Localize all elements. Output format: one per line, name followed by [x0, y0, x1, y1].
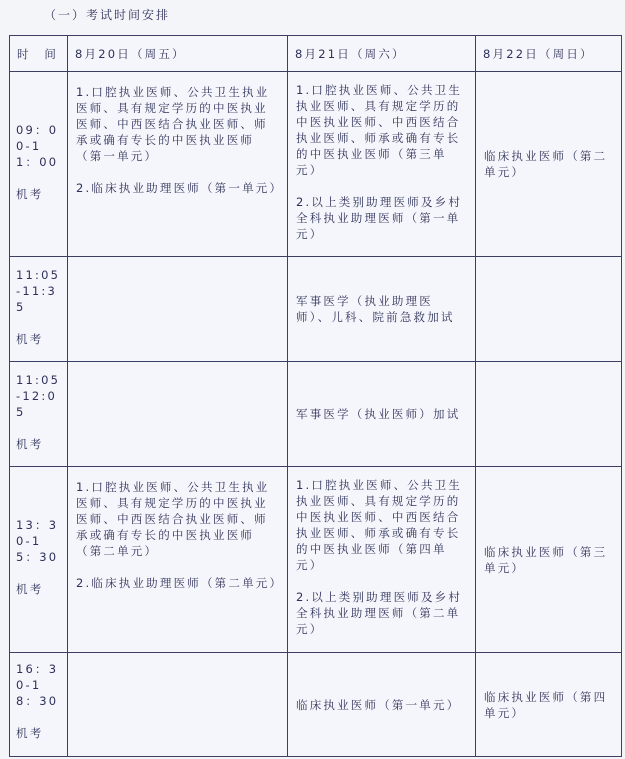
day3-cell	[476, 467, 622, 653]
exam-item: 临床执业医师（第四单元）	[484, 689, 608, 720]
day1-cell	[68, 257, 288, 362]
day3-cell	[476, 653, 622, 757]
exam-item: 1.口腔执业医师、公共卫生执业医师、具有规定学历的中医执业医师、中西医结合执业医师、师承或确有专长的中医执业医师（第四单元）	[296, 478, 463, 572]
day1-cell	[68, 72, 288, 257]
header-time: 时 间	[10, 36, 68, 72]
header-day3: 8月22日（周日）	[476, 36, 622, 72]
day2-cell	[288, 653, 476, 757]
exam-item: 临床执业医师（第二单元）	[484, 149, 608, 179]
time-cell	[10, 467, 68, 653]
exam-mode: 机考	[16, 187, 44, 201]
time-range: 16：30-18：30	[16, 662, 59, 708]
day1-cell	[68, 653, 288, 757]
day2-cell	[288, 362, 476, 467]
exam-item: 1.口腔执业医师、公共卫生执业医师、具有规定学历的中医执业医师、中西医结合执业医师、师承或确有专长的中医执业医师（第三单元）	[296, 83, 463, 177]
table-header-row	[10, 36, 622, 72]
exam-mode: 机考	[16, 332, 44, 346]
exam-item: 1.口腔执业医师、公共卫生执业医师、具有规定学历的中医执业医师、中西医结合执业医师、师承或确有专长的中医执业医师（第一单元）	[76, 85, 270, 163]
time-range: 11:05-11:35	[16, 268, 61, 314]
day2-cell	[288, 72, 476, 257]
exam-mode: 机考	[16, 437, 44, 451]
exam-item: 临床执业医师（第三单元）	[484, 544, 608, 575]
time-cell	[10, 257, 68, 362]
time-range: 13：30-15：30	[16, 518, 59, 564]
table-row	[10, 72, 622, 257]
day1-cell	[68, 362, 288, 467]
day3-cell	[476, 257, 622, 362]
exam-item: 2.临床执业助理医师（第一单元）	[76, 181, 284, 195]
exam-item: 2.以上类别助理医师及乡村全科执业助理医师（第二单元）	[296, 590, 463, 636]
time-cell	[10, 362, 68, 467]
exam-item: 1.口腔执业医师、公共卫生执业医师、具有规定学历的中医执业医师、中西医结合执业医师、师承或确有专长的中医执业医师（第二单元）	[76, 480, 270, 558]
time-range: 11:05-12:05	[16, 373, 61, 419]
header-day2: 8月21日（周六）	[288, 36, 476, 72]
table-row	[10, 257, 622, 362]
day2-cell	[288, 257, 476, 362]
exam-mode: 机考	[16, 582, 44, 596]
exam-item: 2.临床执业助理医师（第二单元）	[76, 576, 284, 590]
exam-item: 临床执业医师（第一单元）	[296, 697, 461, 712]
time-range: 09：00-11：00	[16, 123, 59, 169]
time-cell	[10, 653, 68, 757]
day3-cell	[476, 72, 622, 257]
exam-item: 军事医学（执业助理医师）、儿科、院前急救加试	[296, 294, 455, 324]
exam-item: 军事医学（执业医师）加试	[296, 407, 461, 421]
exam-item: 2.以上类别助理医师及乡村全科执业助理医师（第一单元）	[296, 195, 463, 241]
day2-cell	[288, 467, 476, 653]
exam-schedule-table	[9, 35, 622, 757]
exam-mode: 机考	[16, 726, 44, 740]
day3-cell	[476, 362, 622, 467]
section-heading: （一）考试时间安排	[44, 8, 171, 22]
header-day1: 8月20日（周五）	[68, 36, 288, 72]
day1-cell	[68, 467, 288, 653]
table-row	[10, 362, 622, 467]
table-row	[10, 653, 622, 757]
time-cell	[10, 72, 68, 257]
table-row	[10, 467, 622, 653]
